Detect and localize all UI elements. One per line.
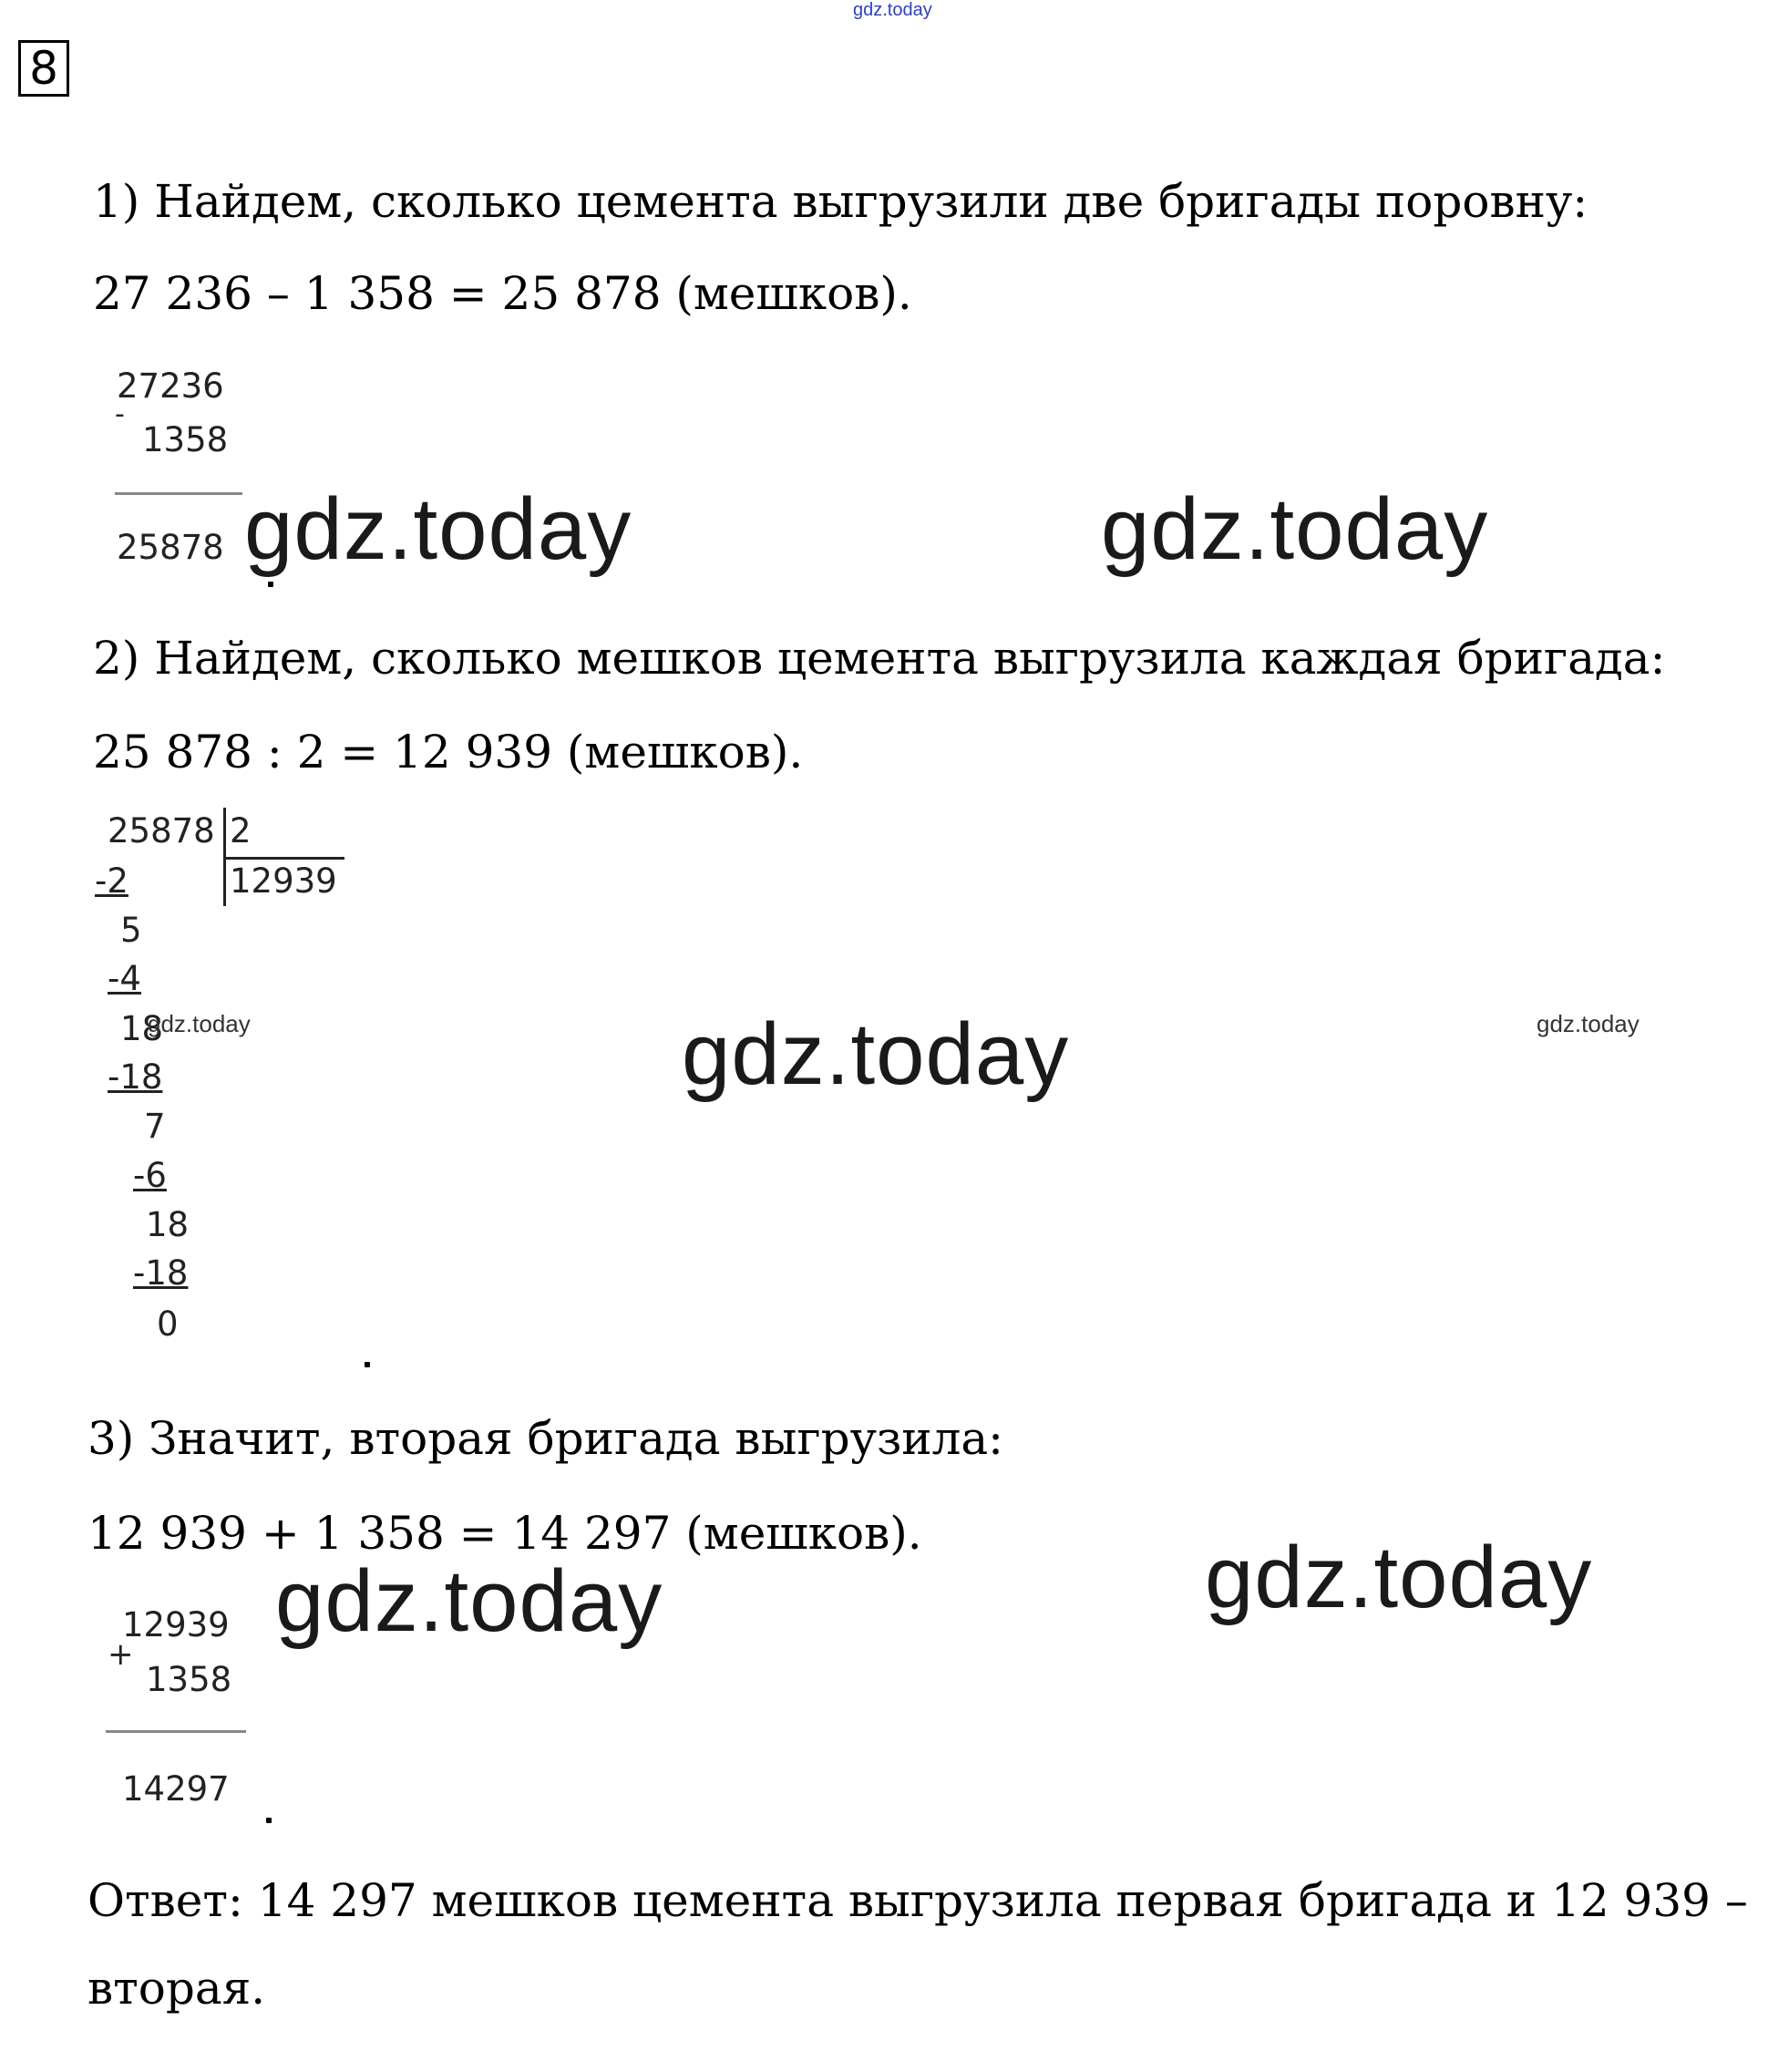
division-line: 18 <box>120 1009 164 1048</box>
division-quotient: 12939 <box>230 861 337 901</box>
watermark-small-2: gdz.today <box>1537 1010 1640 1037</box>
step1-period <box>268 582 273 587</box>
division-line: -18 <box>133 1253 189 1293</box>
step1-column-rule <box>115 492 242 495</box>
division-line: -18 <box>108 1057 163 1097</box>
watermark-top: gdz.today <box>853 0 932 20</box>
watermark-4: gdz.today <box>275 1552 663 1650</box>
watermark-1: gdz.today <box>244 480 632 578</box>
step1-result: 25878 <box>117 528 224 567</box>
step3-plus-sign: + <box>108 1636 134 1673</box>
watermark-2: gdz.today <box>1101 480 1489 578</box>
watermark-5: gdz.today <box>1205 1529 1593 1626</box>
step3-addend-2: 1358 <box>146 1660 232 1699</box>
step3-addend-1: 12939 <box>122 1605 230 1644</box>
watermark-3: gdz.today <box>682 1005 1070 1103</box>
step3-period <box>266 1818 272 1823</box>
division-dividend: 25878 <box>108 811 215 850</box>
division-line: -6 <box>133 1156 167 1195</box>
step2-period <box>365 1362 370 1367</box>
step3-column-rule <box>106 1730 246 1733</box>
division-line: 5 <box>120 911 142 950</box>
step1-equation: 27 236 – 1 358 = 25 878 (мешков). <box>93 267 912 320</box>
step2-heading: 2) Найдем, сколько мешков цемента выгрузила каждая бригада: <box>93 632 1666 685</box>
division-line: -2 <box>95 861 128 901</box>
step3-result: 14297 <box>122 1769 230 1809</box>
step3-heading: 3) Значит, вторая бригада выгрузила: <box>87 1412 1004 1465</box>
division-line: 7 <box>144 1107 166 1146</box>
division-line: -4 <box>108 959 141 998</box>
answer-line-2: вторая. <box>87 1962 266 2015</box>
division-horizontal-rule <box>226 857 344 860</box>
answer-line-1: Ответ: 14 297 мешков цемента выгрузила первая бригада и 12 939 – <box>87 1874 1748 1927</box>
task-number-badge: 8 <box>18 40 69 97</box>
step2-equation: 25 878 : 2 = 12 939 (мешков). <box>93 726 804 778</box>
step1-subtrahend: 1358 <box>142 420 229 459</box>
division-line: 0 <box>157 1304 179 1344</box>
step3-equation: 12 939 + 1 358 = 14 297 (мешков). <box>87 1507 922 1560</box>
step1-minus-sign: - <box>115 398 125 430</box>
division-line: 18 <box>146 1205 190 1244</box>
watermark-small-1: gdz.today <box>148 1010 251 1037</box>
step1-minuend: 27236 <box>117 366 224 406</box>
division-divisor: 2 <box>230 811 252 850</box>
step1-heading: 1) Найдем, сколько цемента выгрузили две бригады поровну: <box>93 175 1588 228</box>
